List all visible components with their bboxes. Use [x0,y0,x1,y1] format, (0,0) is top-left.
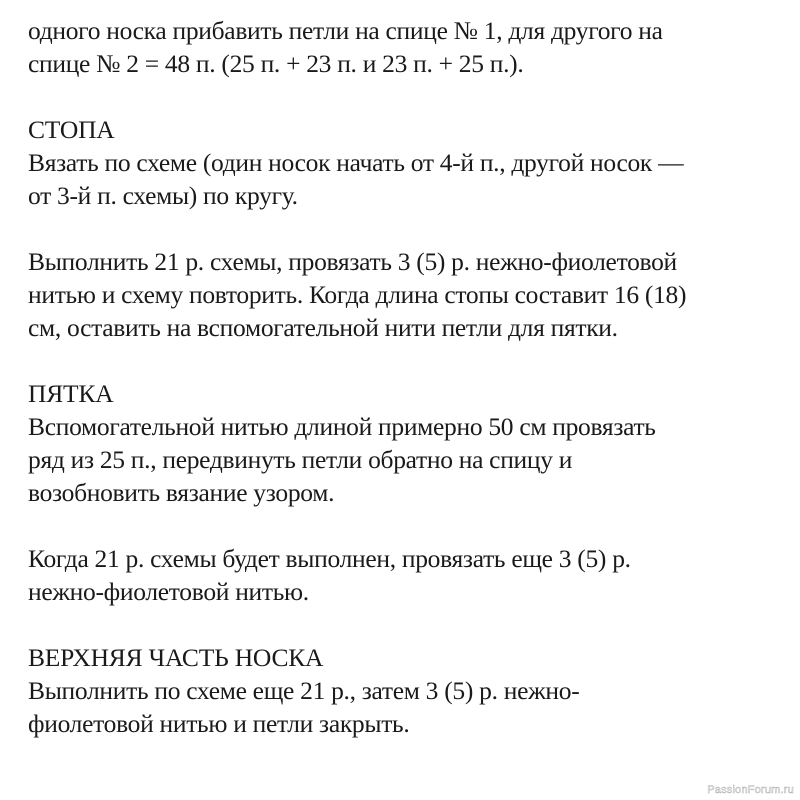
text-line: Вязать по схеме (один носок начать от 4-й п., другой носок — [28,148,684,177]
paragraph [28,146,788,212]
text-line: см, оставить на вспомогательной нити петли для пятки. [28,313,618,342]
paragraph [28,410,788,509]
section-heel [28,377,788,608]
section-heading: ПЯТКА [28,379,114,408]
text-line: нитью и схему повторить. Когда длина стопы составит 16 (18) [28,280,687,309]
intro-paragraph [28,14,788,80]
section-upper-sock [28,641,788,740]
text-line: нежно-фиолетовой нитью. [28,577,309,606]
watermark: PassionForum.ru [707,784,794,796]
paragraph [28,674,788,740]
text-line: Когда 21 р. схемы будет выполнен, провязать еще 3 (5) р. [28,544,631,573]
section-heading: ВЕРХНЯЯ ЧАСТЬ НОСКА [28,643,324,672]
text-line: возобновить вязание узором. [28,478,335,507]
text-line: Выполнить по схеме еще 21 р., затем 3 (5) р. нежно- [28,676,580,705]
document-page [28,14,788,740]
text-line: фиолетовой нитью и петли закрыть. [28,709,410,738]
text-line: Вспомогательной нитью длиной примерно 50 см провязать [28,412,656,441]
section-foot [28,113,788,344]
text-line: от 3-й п. схемы) по кругу. [28,181,298,210]
section-heading: СТОПА [28,115,115,144]
paragraph [28,542,788,608]
text-line: Выполнить 21 р. схемы, провязать 3 (5) р. нежно-фиолетовой [28,247,677,276]
paragraph [28,245,788,344]
text-line: спице № 2 = 48 п. (25 п. + 23 п. и 23 п. + 25 п.). [28,49,524,78]
text-line: одного носка прибавить петли на спице № 1, для другого на [28,16,663,45]
text-line: ряд из 25 п., передвинуть петли обратно на спицу и [28,445,573,474]
